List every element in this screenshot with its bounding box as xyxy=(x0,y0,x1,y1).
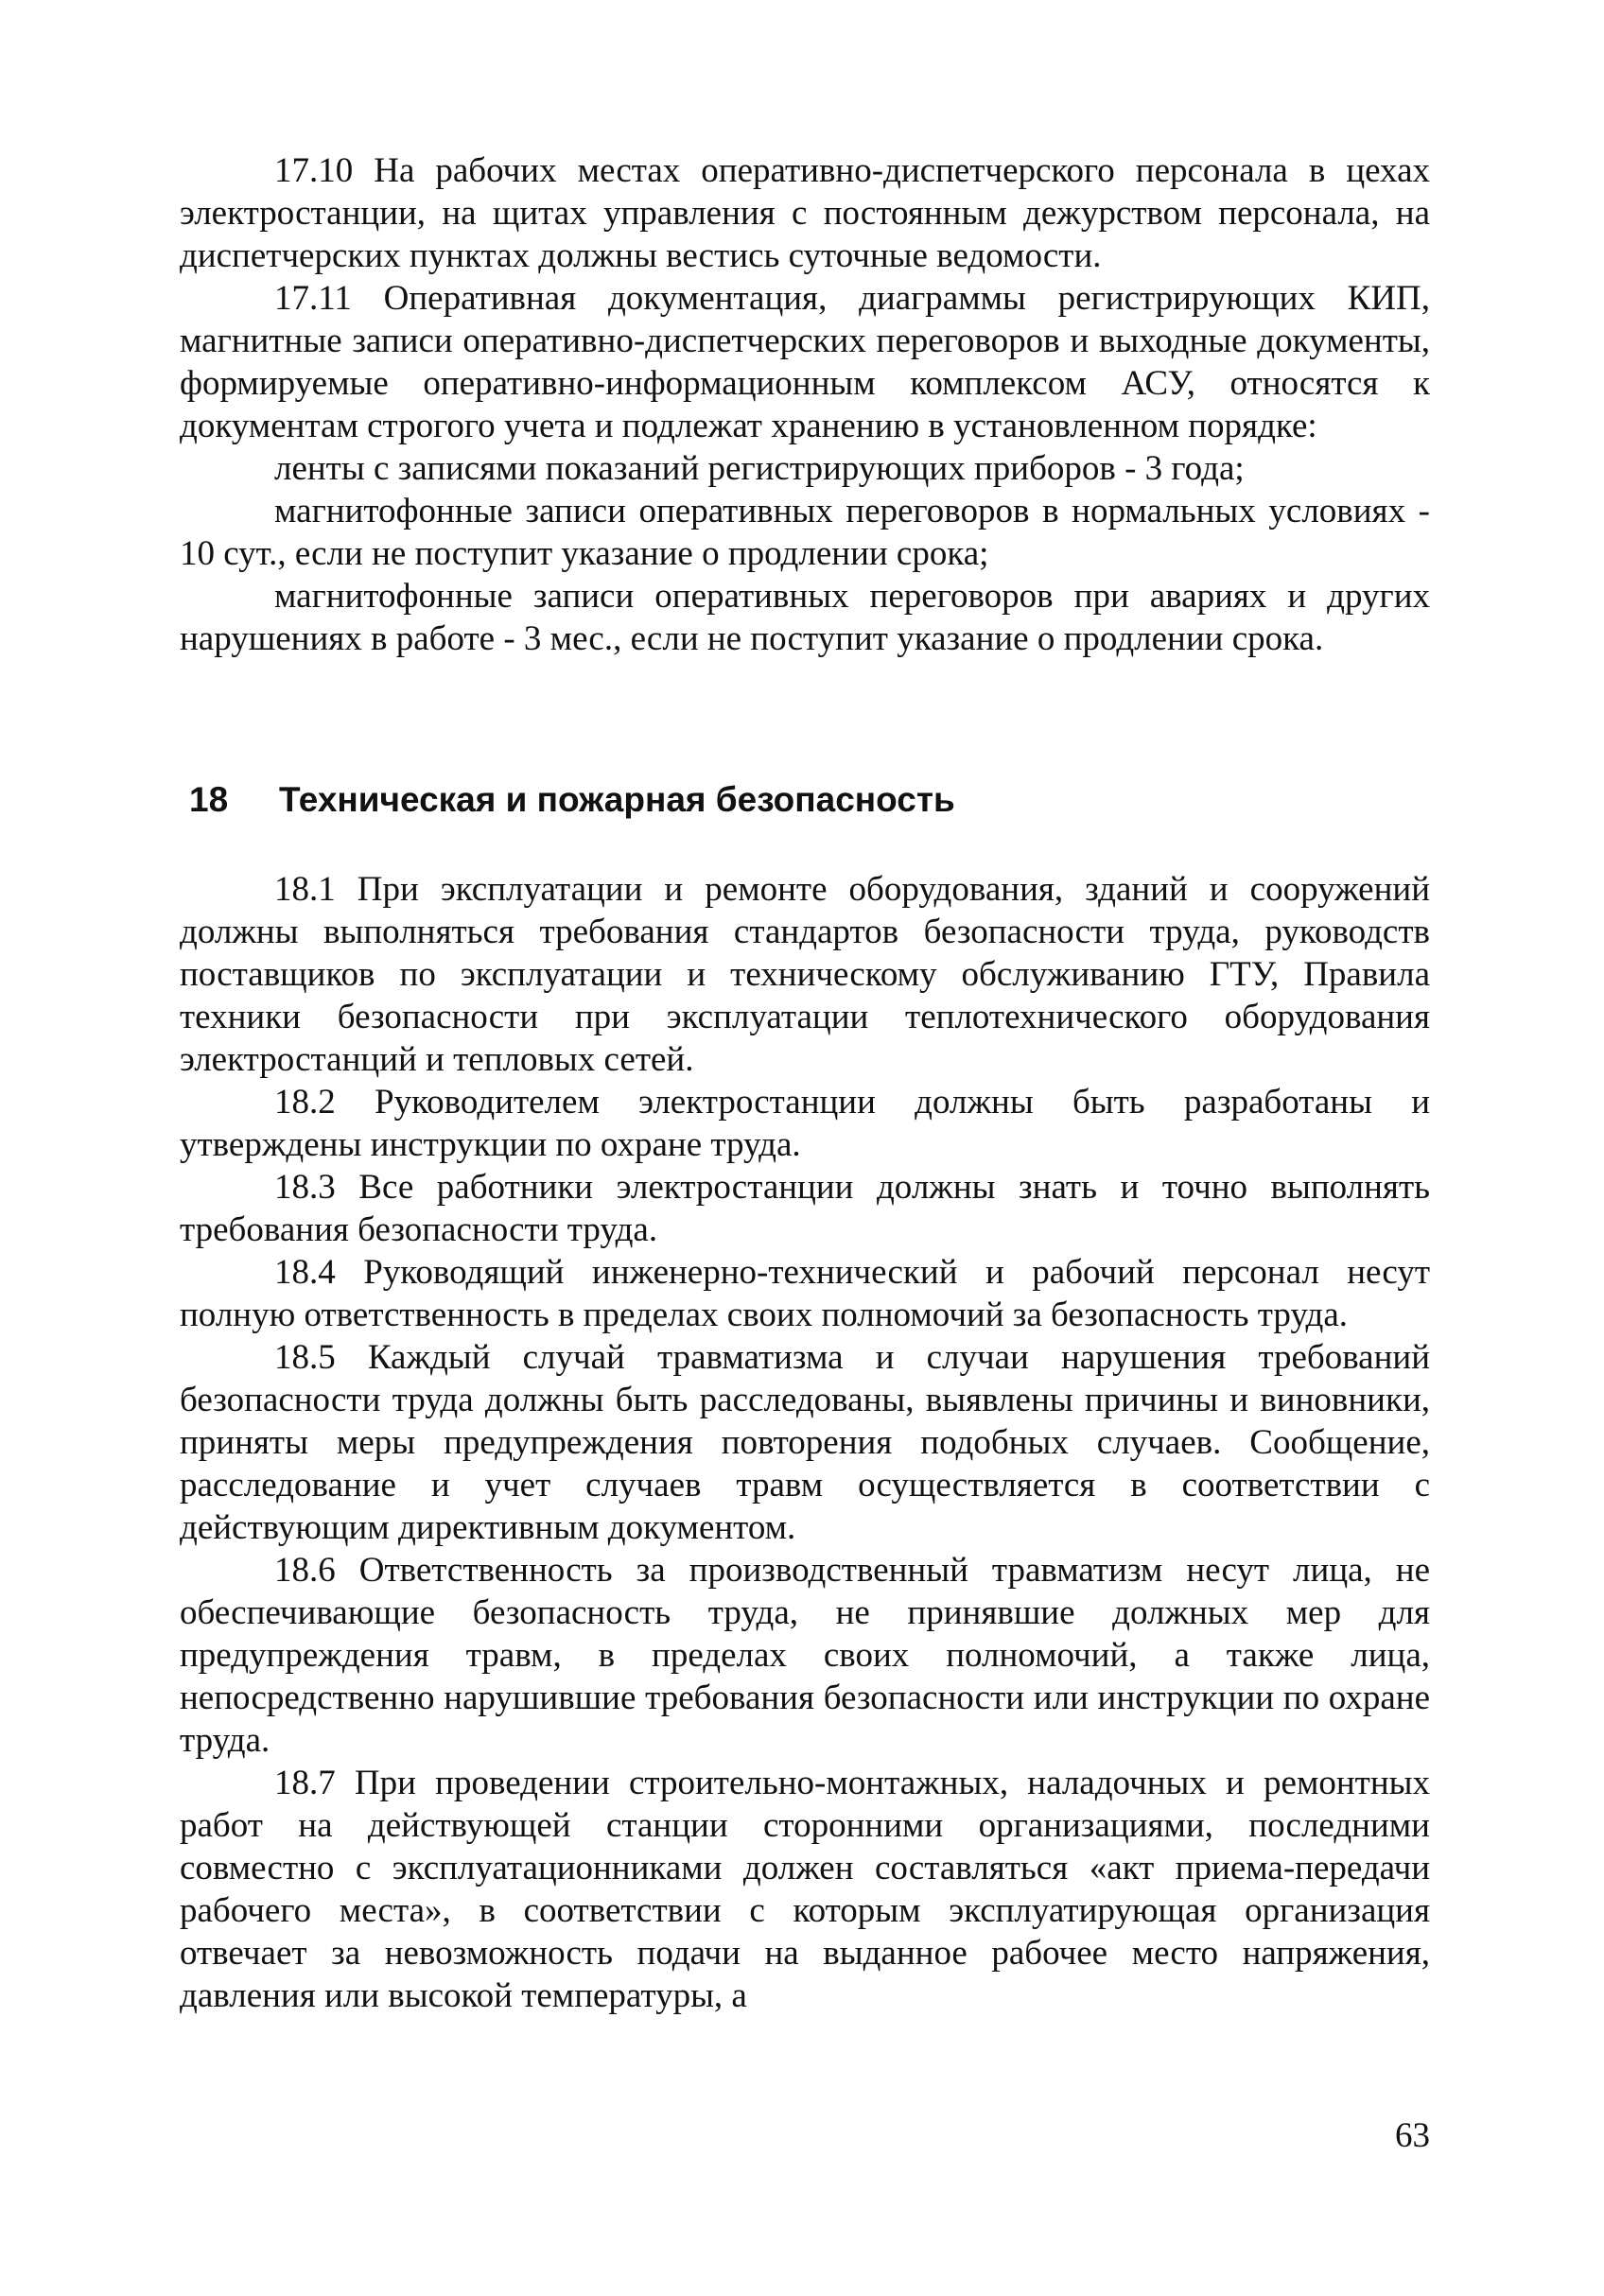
text-block-section-18 xyxy=(180,868,1430,2017)
list-item-tapes: ленты с записями показаний регистрирующих приборов - 3 года; xyxy=(274,449,1245,488)
paragraph-18-4: 18.4 Руководящий инженерно-технический и рабочий персонал несут полную ответственность в пределах своих полномочий за безопасность труда. xyxy=(180,1253,1430,1334)
paragraph-18-1: 18.1 При эксплуатации и ремонте оборудования, зданий и сооружений должны выполняться требования стандартов безопасности труда, руководств поставщиков по эксплуатации и техническому обслуживанию ГТУ, Правила техники безопасности при эксплуатации теплотехнического оборудования электростанций и тепловых сетей. xyxy=(180,870,1430,1079)
section-heading xyxy=(189,777,1419,823)
text-block-section-17 xyxy=(180,149,1430,660)
list-item-accident-recordings: магнитофонные записи оперативных переговоров при авариях и других нарушениях в работе - 3 мес., если не поступит указание о продлении срока. xyxy=(180,577,1430,658)
page-number: 63 xyxy=(1395,2116,1430,2155)
section-number: 18 xyxy=(189,780,229,819)
section-title: Техническая и пожарная безопасность xyxy=(279,780,955,819)
paragraph-17-11: 17.11 Оперативная документация, диаграммы регистрирующих КИП, магнитные записи оперативно-диспетчерских переговоров и выходные документы, формируемые оперативно-информационным комплексом АСУ, относятся к документам строгого учета и подлежат хранению в установленном порядке: xyxy=(180,279,1430,445)
list-item-normal-recordings: магнитофонные записи оперативных переговоров в нормальных условиях - 10 сут., если не поступит указание о продлении срока; xyxy=(180,492,1430,573)
paragraph-18-3: 18.3 Все работники электростанции должны знать и точно выполнять требования безопасности труда. xyxy=(180,1168,1430,1249)
paragraph-18-5: 18.5 Каждый случай травматизма и случаи нарушения требований безопасности труда должны быть расследованы, выявлены причины и виновники, приняты меры предупреждения повторения подобных случаев. Сообщение, расследование и учет случаев травм осуществляется в соответствии с действующим директивным документом. xyxy=(180,1338,1430,1547)
paragraph-18-7: 18.7 При проведении строительно-монтажных, наладочных и ремонтных работ на действующей станции сторонними организациями, последними совместно с эксплуатационниками должен составляться «акт приема-передачи рабочего места», в соответствии с которым эксплуатирующая организация отвечает за невозможность подачи на выданное рабочее место напряжения, давления или высокой температуры, а xyxy=(180,1764,1430,2015)
paragraph-17-10: 17.10 На рабочих местах оперативно-диспетчерского персонала в цехах электростанции, на щитах управления с постоянным дежурством персонала, на диспетчерских пунктах должны вестись суточные ведомости. xyxy=(180,151,1430,275)
paragraph-18-2: 18.2 Руководителем электростанции должны быть разработаны и утверждены инструкции по охране труда. xyxy=(180,1083,1430,1164)
paragraph-18-6: 18.6 Ответственность за производственный травматизм несут лица, не обеспечивающие безопасность труда, не принявшие должных мер для предупреждения травм, в пределах своих полномочий, а также лица, непосредственно нарушившие требования безопасности или инструкции по охране труда. xyxy=(180,1551,1430,1760)
